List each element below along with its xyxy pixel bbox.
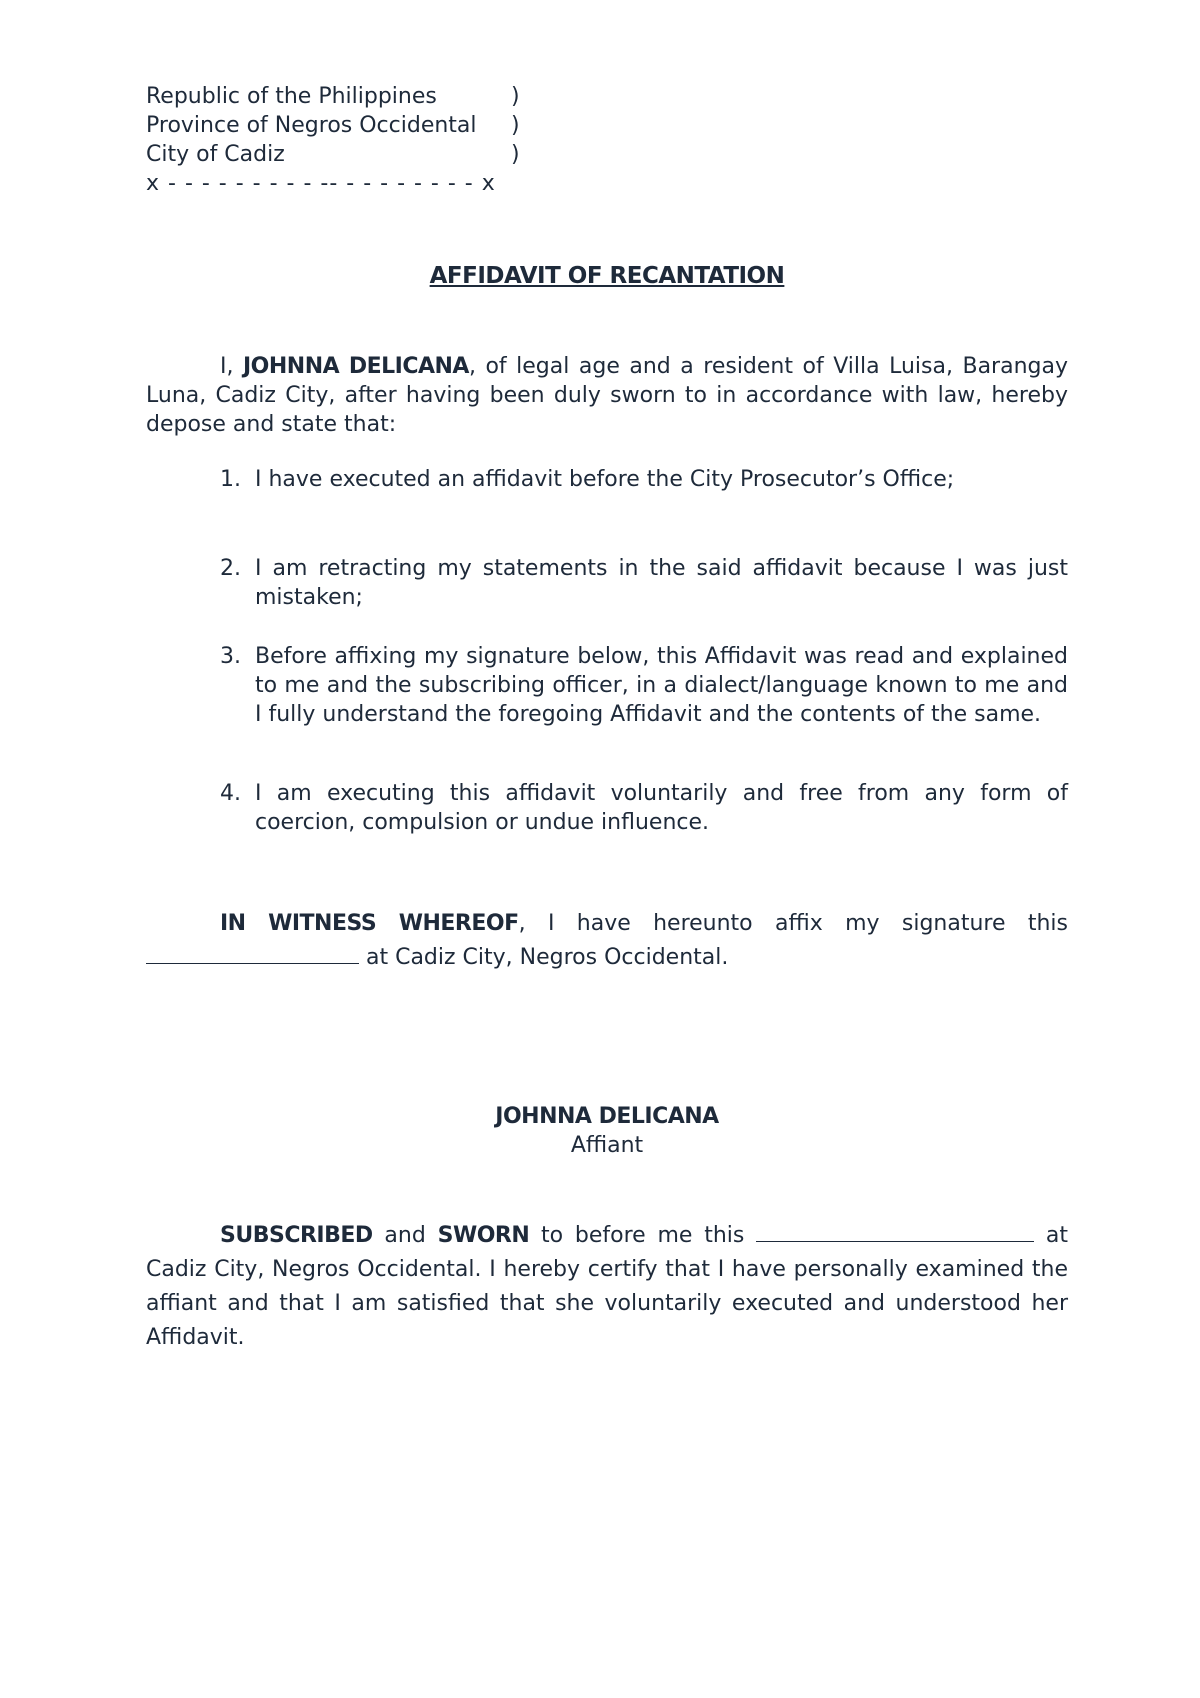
witness-text: , I have hereunto affix my signature this [518, 911, 1068, 936]
venue-paren: ) [511, 142, 520, 167]
jurat-date-blank-line [756, 1221, 1034, 1242]
venue-city: City of Cadiz [146, 142, 285, 167]
venue-line-province [146, 111, 526, 140]
jurat-certification: at Cadiz City, Negros Occidental. I hereby certify that I have personally examined the affiant and that I am satisfied that she voluntarily executed and understood her Affidavit. [146, 1223, 1068, 1350]
venue-line-city [146, 140, 526, 169]
jurat-and: and [372, 1223, 438, 1248]
item-text: I am executing this affidavit voluntarily and free from any form of coercion, compulsion or undue influence. [255, 781, 1068, 835]
document-title: AFFIDAVIT OF RECANTATION [429, 263, 785, 289]
list-item [146, 779, 1068, 837]
intro-prefix: I, [220, 354, 243, 379]
statement-list [146, 465, 1068, 837]
venue-paren: ) [511, 113, 520, 138]
jurat-text: to before me this [529, 1223, 757, 1248]
venue-line-country [146, 82, 526, 111]
list-item [146, 465, 1068, 494]
affiant-name-inline: JOHNNA DELICANA [243, 354, 469, 379]
signature-block [146, 1102, 1068, 1160]
witness-paragraph [146, 907, 1068, 975]
intro-paragraph [146, 352, 1068, 439]
item-number: 3. [220, 644, 241, 669]
item-text: Before affixing my signature below, this Affidavit was read and explained to me and the subscribing officer, in a dialect/language known to me and I fully understand the foregoing Affidavit and the contents of the same. [255, 644, 1068, 727]
jurat-paragraph [146, 1219, 1068, 1355]
affiant-label: Affiant [570, 1133, 644, 1158]
sworn-label: SWORN [437, 1223, 530, 1248]
venue-paren: ) [511, 84, 520, 109]
venue-separator: x - - - - - - - - - -- - - - - - - - - x [146, 171, 496, 196]
affiant-name: JOHNNA DELICANA [495, 1104, 719, 1129]
witness-location: at Cadiz City, Negros Occidental. [359, 945, 729, 970]
list-item [146, 554, 1068, 612]
item-text: I am retracting my statements in the said affidavit because I was just mistaken; [255, 556, 1068, 610]
witness-heading: IN WITNESS WHEREOF [220, 911, 519, 936]
item-number: 1. [220, 467, 241, 492]
date-blank-line [146, 943, 359, 964]
venue-province: Province of Negros Occidental [146, 113, 477, 138]
item-number: 2. [220, 556, 241, 581]
venue-block [146, 82, 526, 198]
item-number: 4. [220, 781, 241, 806]
venue-country: Republic of the Philippines [146, 84, 437, 109]
subscribed-label: SUBSCRIBED [220, 1223, 373, 1248]
item-text: I have executed an affidavit before the City Prosecutor’s Office; [255, 467, 955, 492]
intro-text: , of legal age and a resident of Villa Luisa, Barangay Luna, Cadiz City, after having been duly sworn to in accordance with law, hereby depose and state that: [146, 354, 1068, 437]
list-item [146, 642, 1068, 729]
